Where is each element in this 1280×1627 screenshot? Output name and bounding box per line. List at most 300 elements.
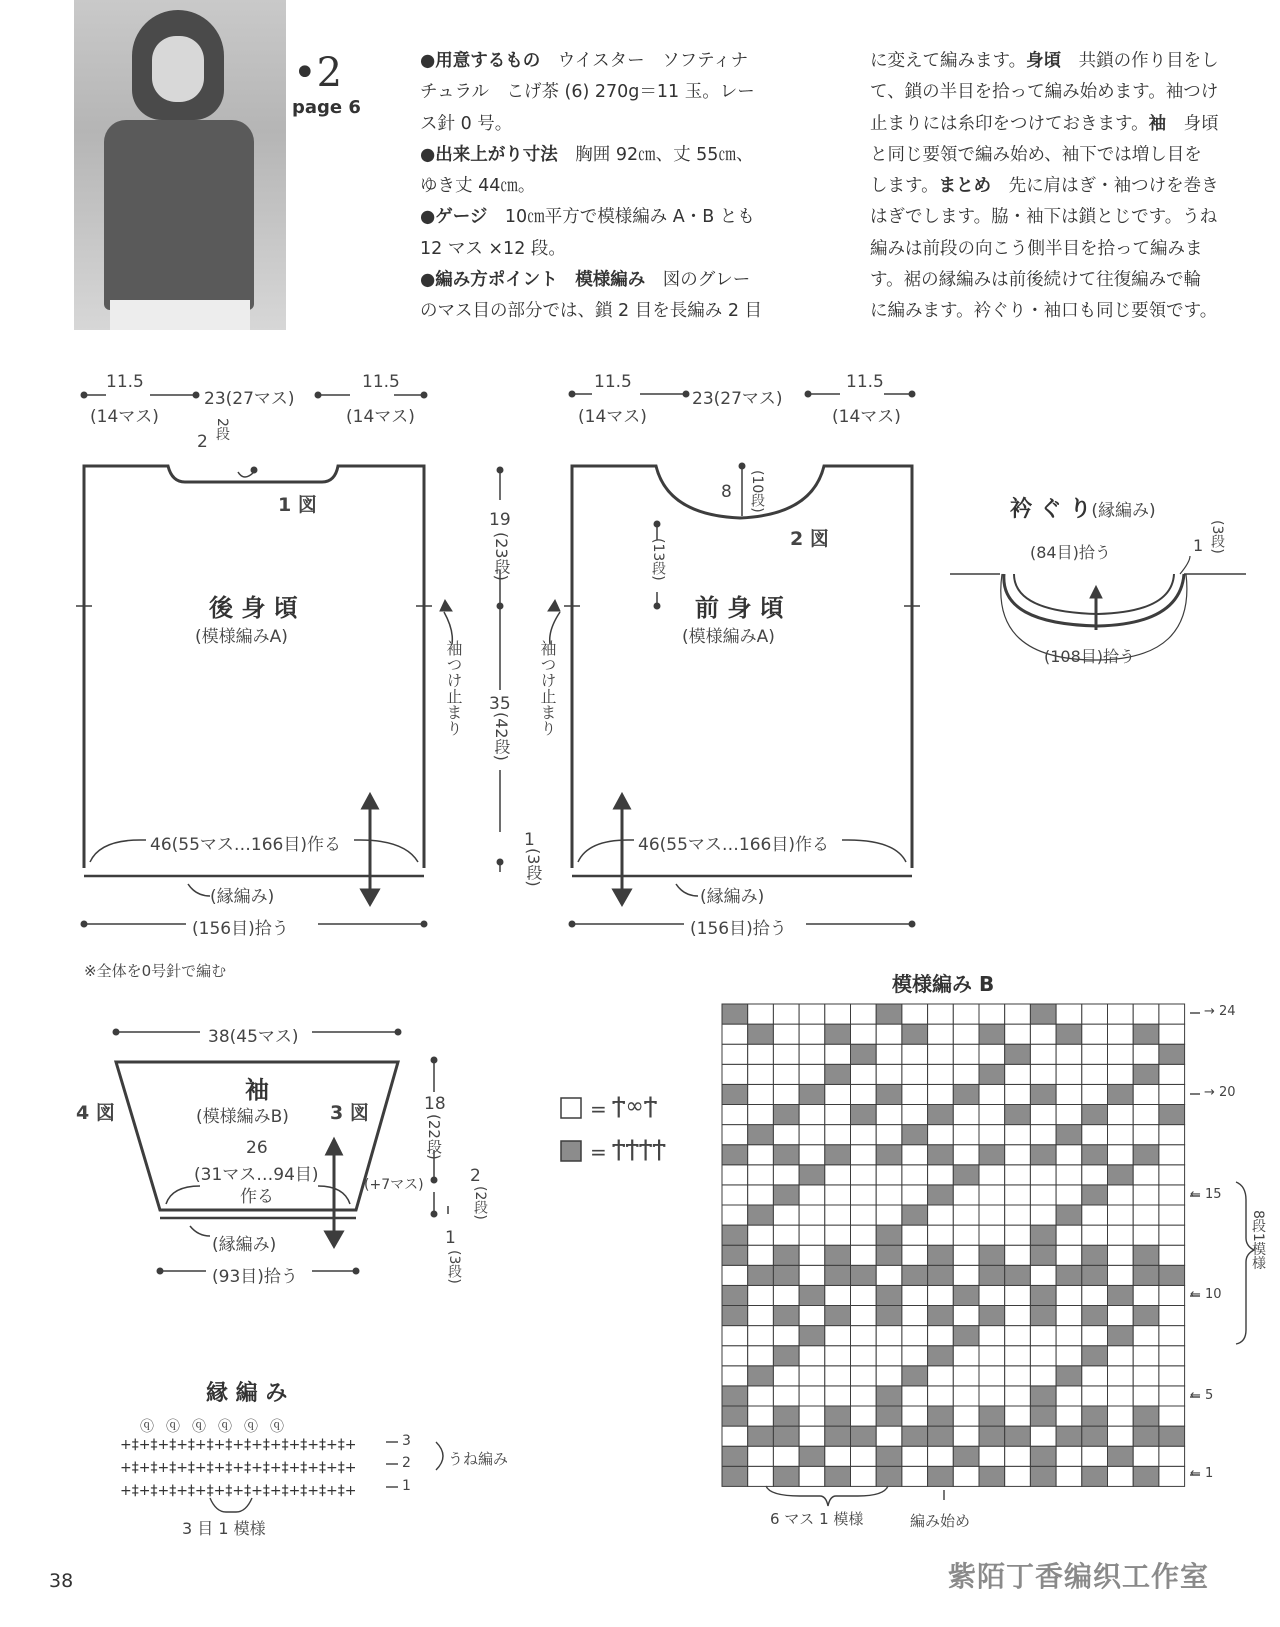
pattern-b-cell bbox=[876, 1165, 902, 1185]
pattern-b-cell bbox=[953, 1064, 979, 1084]
pattern-b-cell bbox=[722, 1064, 748, 1084]
pattern-b-cell bbox=[1133, 1285, 1159, 1305]
pattern-b-cell bbox=[979, 1084, 1005, 1104]
neckline-title: 衿 ぐ り(縁編み) bbox=[1010, 497, 1156, 522]
pattern-b-cell bbox=[928, 1185, 954, 1205]
pattern-b-cell bbox=[953, 1044, 979, 1064]
pattern-b-cell bbox=[876, 1205, 902, 1225]
pattern-b-cell bbox=[902, 1466, 928, 1486]
pattern-b-cell bbox=[876, 1044, 902, 1064]
pattern-b-cell bbox=[953, 1084, 979, 1104]
back-neck-depth: 2 bbox=[197, 432, 208, 452]
pattern-b-cell bbox=[1030, 1125, 1056, 1145]
pattern-b-cell bbox=[851, 1245, 877, 1265]
pattern-b-cell bbox=[902, 1245, 928, 1265]
pattern-b-cell bbox=[1056, 1366, 1082, 1386]
pattern-b-cell bbox=[748, 1185, 774, 1205]
pattern-b-cell bbox=[722, 1265, 748, 1285]
pattern-b-cell bbox=[748, 1145, 774, 1165]
pattern-b-cell bbox=[1030, 1145, 1056, 1165]
watermark: 紫陌丁香编织工作室 bbox=[948, 1560, 1210, 1593]
back-dim-left: 11.5 bbox=[106, 372, 144, 392]
pattern-b-cell bbox=[902, 1185, 928, 1205]
right-line-5: します。まとめ 先に肩はぎ・袖つけを巻き bbox=[870, 176, 1219, 197]
pattern-b-cell bbox=[851, 1466, 877, 1486]
front-title: 前 身 頃 bbox=[695, 594, 784, 622]
pattern-b-cell bbox=[1030, 1265, 1056, 1285]
pattern-b-cell bbox=[722, 1446, 748, 1466]
pattern-b-cell bbox=[1159, 1426, 1185, 1446]
neckline-rows: 1 bbox=[1193, 536, 1204, 555]
pattern-b-cell bbox=[928, 1366, 954, 1386]
pattern-b-cell bbox=[1159, 1044, 1185, 1064]
pattern-b-cell bbox=[1133, 1205, 1159, 1225]
pattern-b-vertical-repeat: 8段1模様 bbox=[1250, 1210, 1266, 1270]
pattern-b-cell bbox=[773, 1205, 799, 1225]
back-dim-right: 11.5 bbox=[362, 372, 400, 392]
pattern-b-cell bbox=[1159, 1165, 1185, 1185]
pattern-b-cell bbox=[1005, 1265, 1031, 1285]
points: ●編み方ポイント 模様編み 図のグレー bbox=[420, 270, 751, 291]
pattern-b-cell bbox=[979, 1366, 1005, 1386]
pattern-b-cell bbox=[825, 1064, 851, 1084]
pattern-b-cell bbox=[902, 1105, 928, 1125]
pattern-b-cell bbox=[1005, 1366, 1031, 1386]
pattern-b-cell bbox=[1030, 1044, 1056, 1064]
pattern-b-cell bbox=[1108, 1024, 1134, 1044]
pattern-b-cell bbox=[1133, 1185, 1159, 1205]
pattern-b-cell bbox=[1159, 1024, 1185, 1044]
pattern-b-cell bbox=[928, 1225, 954, 1245]
pattern-b-cell bbox=[1056, 1326, 1082, 1346]
pattern-b-cell bbox=[1030, 1004, 1056, 1024]
pattern-b-cell bbox=[979, 1265, 1005, 1285]
pattern-b-cell bbox=[1056, 1044, 1082, 1064]
back-figure-number: 1 図 bbox=[278, 494, 317, 516]
pattern-b-cell bbox=[1005, 1446, 1031, 1466]
pattern-b-cell bbox=[851, 1105, 877, 1125]
pattern-b-cell bbox=[799, 1084, 825, 1104]
pattern-b-cell bbox=[1159, 1004, 1185, 1024]
pattern-b-cell bbox=[1005, 1466, 1031, 1486]
pattern-b-cell bbox=[1030, 1326, 1056, 1346]
pattern-b-cell bbox=[979, 1306, 1005, 1326]
pattern-b-cell bbox=[825, 1326, 851, 1346]
legend-filled-box bbox=[561, 1141, 581, 1161]
pattern-b-cell bbox=[799, 1446, 825, 1466]
pattern-b-cell bbox=[722, 1004, 748, 1024]
pattern-b-cell bbox=[773, 1386, 799, 1406]
pattern-b-cell bbox=[1082, 1406, 1108, 1426]
pattern-b-cell bbox=[748, 1205, 774, 1225]
pattern-b-cell bbox=[902, 1366, 928, 1386]
pattern-b-cell bbox=[902, 1406, 928, 1426]
pattern-b-cell bbox=[876, 1225, 902, 1245]
pattern-b-cell bbox=[1005, 1185, 1031, 1205]
pattern-b-cell bbox=[799, 1225, 825, 1245]
pattern-b-cell bbox=[953, 1426, 979, 1446]
sleeve-height-rows: (22段) bbox=[425, 1114, 443, 1160]
pattern-b-cell bbox=[851, 1064, 877, 1084]
pattern-b-cell bbox=[1056, 1165, 1082, 1185]
pattern-b-cell bbox=[1005, 1245, 1031, 1265]
pattern-b-cell bbox=[1159, 1326, 1185, 1346]
pattern-b-cell bbox=[902, 1285, 928, 1305]
pattern-b-cell bbox=[902, 1145, 928, 1165]
pattern-b-cell bbox=[953, 1145, 979, 1165]
pattern-b-cell bbox=[928, 1285, 954, 1305]
front-dim-left: 11.5 bbox=[594, 372, 632, 392]
pattern-b-cell bbox=[799, 1004, 825, 1024]
pattern-b-cell bbox=[1005, 1125, 1031, 1145]
pattern-b-cell bbox=[773, 1145, 799, 1165]
pattern-b-chart bbox=[722, 1004, 1185, 1486]
pattern-b-cell bbox=[1133, 1165, 1159, 1185]
back-dim-left-sub: (14マス) bbox=[90, 407, 159, 427]
pattern-b-cell bbox=[979, 1285, 1005, 1305]
pattern-b-cell bbox=[1082, 1205, 1108, 1225]
pattern-b-cell bbox=[1159, 1346, 1185, 1366]
front-dim-mid: 23(27マス) bbox=[692, 389, 783, 409]
pattern-b-cell bbox=[979, 1165, 1005, 1185]
pattern-b-cell bbox=[748, 1245, 774, 1265]
pattern-b-cell bbox=[928, 1084, 954, 1104]
pattern-b-cell bbox=[799, 1145, 825, 1165]
pattern-b-start: 編み始め bbox=[910, 1512, 971, 1530]
vdim-19: 19 bbox=[489, 510, 511, 530]
front-rows-13: (13段) bbox=[650, 538, 666, 581]
pattern-b-cell bbox=[876, 1064, 902, 1084]
finished-size: ●出来上がり寸法 胸囲 92㎝、丈 55㎝、 bbox=[420, 144, 754, 165]
front-subtitle: (模様編みA) bbox=[682, 627, 775, 647]
pattern-b-cell bbox=[1108, 1004, 1134, 1024]
pattern-b-cell bbox=[1005, 1426, 1031, 1446]
pattern-b-cell bbox=[902, 1265, 928, 1285]
pattern-b-cell bbox=[1159, 1285, 1185, 1305]
pattern-b-cell bbox=[1056, 1004, 1082, 1024]
pattern-b-cell bbox=[876, 1446, 902, 1466]
pattern-b-cell bbox=[1030, 1245, 1056, 1265]
pattern-b-cell bbox=[979, 1205, 1005, 1225]
pattern-b-cell bbox=[1082, 1326, 1108, 1346]
row-label-20: → 20 bbox=[1204, 1085, 1236, 1100]
gauge-2: 12 マス ×12 段。 bbox=[420, 238, 566, 259]
pattern-b-cell bbox=[1030, 1105, 1056, 1125]
pattern-b-cell bbox=[851, 1125, 877, 1145]
pattern-b-cell bbox=[928, 1205, 954, 1225]
pattern-b-cell bbox=[851, 1285, 877, 1305]
pattern-b-cell bbox=[1056, 1346, 1082, 1366]
pattern-b-cell bbox=[928, 1326, 954, 1346]
pattern-b-cell bbox=[851, 1406, 877, 1426]
pattern-b-cell bbox=[1159, 1205, 1185, 1225]
pattern-b-cell bbox=[979, 1105, 1005, 1125]
pattern-b-cell bbox=[1108, 1245, 1134, 1265]
pattern-b-cell bbox=[799, 1044, 825, 1064]
pattern-b-cell bbox=[953, 1326, 979, 1346]
pattern-b-cell bbox=[722, 1426, 748, 1446]
pattern-b-cell bbox=[851, 1225, 877, 1245]
row-label-5: ← 5 bbox=[1190, 1388, 1214, 1403]
pattern-b-cell bbox=[851, 1426, 877, 1446]
pattern-b-cell bbox=[851, 1145, 877, 1165]
pattern-b-cell bbox=[876, 1426, 902, 1446]
edge-row-3: 3 bbox=[402, 1433, 411, 1449]
pattern-b-cell bbox=[876, 1326, 902, 1346]
pattern-b-cell bbox=[851, 1326, 877, 1346]
pattern-b-cell bbox=[1082, 1125, 1108, 1145]
pattern-b-cell bbox=[1133, 1225, 1159, 1245]
pattern-b-cell bbox=[1159, 1084, 1185, 1104]
pattern-b-cell bbox=[1005, 1326, 1031, 1346]
pattern-b-cell bbox=[825, 1245, 851, 1265]
vdim-1: 1 bbox=[524, 830, 535, 850]
pattern-b-cell bbox=[851, 1024, 877, 1044]
pattern-b-cell bbox=[825, 1125, 851, 1145]
pattern-b-cell bbox=[953, 1185, 979, 1205]
right-line-1: に変えて編みます。身頃 共鎖の作り目をし bbox=[870, 51, 1219, 71]
edge-row-2: 2 bbox=[402, 1455, 411, 1471]
right-line-2: て、鎖の半目を拾って編み始めます。袖つけ bbox=[870, 82, 1219, 103]
front-dim-right: 11.5 bbox=[846, 372, 884, 392]
pattern-b-cell bbox=[851, 1205, 877, 1225]
pattern-b-cell bbox=[1056, 1426, 1082, 1446]
pattern-b-cell bbox=[748, 1285, 774, 1305]
pattern-b-cell bbox=[876, 1466, 902, 1486]
pattern-b-cell bbox=[825, 1084, 851, 1104]
pattern-b-cell bbox=[953, 1245, 979, 1265]
pattern-b-cell bbox=[979, 1446, 1005, 1466]
pattern-b-cell bbox=[799, 1125, 825, 1145]
pattern-b-cell bbox=[979, 1125, 1005, 1145]
legend-eq-2: = bbox=[590, 1140, 607, 1164]
pattern-b-cell bbox=[876, 1306, 902, 1326]
pattern-b-cell bbox=[1108, 1084, 1134, 1104]
pattern-b-cell bbox=[825, 1446, 851, 1466]
sleeve-height: 18 bbox=[424, 1094, 446, 1114]
pattern-b-cell bbox=[902, 1225, 928, 1245]
pattern-b-cell bbox=[851, 1165, 877, 1185]
pattern-b-horizontal-repeat: 6 マス 1 模様 bbox=[770, 1510, 864, 1528]
pattern-b-cell bbox=[953, 1386, 979, 1406]
pattern-b-cell bbox=[1005, 1044, 1031, 1064]
pattern-b-cell bbox=[1005, 1205, 1031, 1225]
pattern-b-cell bbox=[1056, 1386, 1082, 1406]
pattern-b-cell bbox=[979, 1024, 1005, 1044]
pattern-b-cell bbox=[902, 1446, 928, 1466]
pattern-b-cell bbox=[1133, 1265, 1159, 1285]
pattern-b-cell bbox=[928, 1466, 954, 1486]
pattern-b-cell bbox=[1030, 1165, 1056, 1185]
pattern-b-cell bbox=[1056, 1205, 1082, 1225]
pattern-b-cell bbox=[1159, 1125, 1185, 1145]
pattern-b-cell bbox=[1159, 1105, 1185, 1125]
pattern-b-cell bbox=[902, 1044, 928, 1064]
pattern-b-cell bbox=[722, 1366, 748, 1386]
pattern-b-cell bbox=[1133, 1064, 1159, 1084]
pattern-b-cell bbox=[979, 1466, 1005, 1486]
pattern-b-cell bbox=[799, 1024, 825, 1044]
pattern-b-cell bbox=[876, 1024, 902, 1044]
pattern-b-cell bbox=[953, 1306, 979, 1326]
pattern-b-cell bbox=[799, 1105, 825, 1125]
pattern-b-cell bbox=[1030, 1346, 1056, 1366]
pattern-b-cell bbox=[773, 1265, 799, 1285]
pattern-b-cell bbox=[825, 1004, 851, 1024]
pattern-b-cell bbox=[722, 1245, 748, 1265]
page-number: 38 bbox=[49, 1570, 74, 1592]
front-dim-left-sub: (14マス) bbox=[578, 407, 647, 427]
pattern-b-cell bbox=[825, 1185, 851, 1205]
pattern-b-cell bbox=[1056, 1084, 1082, 1104]
back-title: 後 身 頃 bbox=[209, 594, 298, 622]
finished-size-2: ゆき丈 44㎝。 bbox=[420, 176, 536, 197]
pattern-b-cell bbox=[928, 1406, 954, 1426]
pattern-b-cell bbox=[799, 1346, 825, 1366]
pattern-b-cell bbox=[748, 1165, 774, 1185]
pattern-b-cell bbox=[851, 1265, 877, 1285]
pattern-b-cell bbox=[773, 1064, 799, 1084]
pattern-b-cell bbox=[1108, 1346, 1134, 1366]
pattern-b-cell bbox=[1133, 1084, 1159, 1104]
pattern-b-cell bbox=[902, 1346, 928, 1366]
pattern-b-cell bbox=[773, 1346, 799, 1366]
pattern-b-cell bbox=[1082, 1426, 1108, 1446]
pattern-b-cell bbox=[1108, 1044, 1134, 1064]
pattern-b-cell bbox=[1108, 1165, 1134, 1185]
pattern-b-cell bbox=[799, 1466, 825, 1486]
pattern-b-cell bbox=[748, 1105, 774, 1125]
pattern-b-cell bbox=[799, 1426, 825, 1446]
pattern-b-cell bbox=[851, 1084, 877, 1104]
pattern-b-cell bbox=[851, 1346, 877, 1366]
pattern-b-cell bbox=[722, 1466, 748, 1486]
pattern-b-cell bbox=[928, 1125, 954, 1145]
pattern-b-cell bbox=[1108, 1326, 1134, 1346]
pattern-b-cell bbox=[773, 1326, 799, 1346]
pattern-b-cell bbox=[1056, 1245, 1082, 1265]
pattern-b-cell bbox=[979, 1406, 1005, 1426]
pattern-b-cell bbox=[825, 1346, 851, 1366]
pattern-b-cell bbox=[876, 1105, 902, 1125]
pattern-b-cell bbox=[876, 1285, 902, 1305]
pattern-b-cell bbox=[1082, 1105, 1108, 1125]
pattern-b-cell bbox=[1108, 1125, 1134, 1145]
pattern-b-cell bbox=[1159, 1265, 1185, 1285]
pattern-b-cell bbox=[928, 1004, 954, 1024]
pattern-b-cell bbox=[953, 1265, 979, 1285]
pattern-b-cell bbox=[799, 1165, 825, 1185]
legend-open-box bbox=[561, 1098, 581, 1118]
pattern-b-cell bbox=[1133, 1346, 1159, 1366]
pattern-b-cell bbox=[851, 1386, 877, 1406]
pattern-b-cell bbox=[953, 1346, 979, 1366]
pattern-b-cell bbox=[979, 1386, 1005, 1406]
pattern-b-cell bbox=[773, 1125, 799, 1145]
pattern-b-cell bbox=[799, 1306, 825, 1326]
pattern-b-cell bbox=[1108, 1366, 1134, 1386]
pattern-b-cell bbox=[1108, 1446, 1134, 1466]
pattern-b-cell bbox=[876, 1004, 902, 1024]
pattern-b-cell bbox=[773, 1225, 799, 1245]
pattern-b-cell bbox=[825, 1105, 851, 1125]
pattern-b-cell bbox=[953, 1406, 979, 1426]
pattern-b-cell bbox=[1108, 1466, 1134, 1486]
pattern-b-cell bbox=[1159, 1245, 1185, 1265]
pattern-b-cell bbox=[953, 1125, 979, 1145]
pattern-b-cell bbox=[722, 1306, 748, 1326]
sleeve-width-sub: (31マス…94目) bbox=[194, 1165, 319, 1185]
pattern-b-cell bbox=[979, 1145, 1005, 1165]
pattern-b-cell bbox=[851, 1446, 877, 1466]
pattern-b-cell bbox=[825, 1205, 851, 1225]
sleeve-pickup: (93目)拾う bbox=[212, 1267, 298, 1287]
pattern-b-cell bbox=[876, 1145, 902, 1165]
points-2: のマス目の部分では、鎖 2 目を長編み 2 目 bbox=[420, 301, 763, 322]
back-subtitle: (模様編みA) bbox=[195, 627, 288, 647]
pattern-b-cell bbox=[928, 1145, 954, 1165]
front-pickup: (156目)拾う bbox=[690, 919, 787, 939]
pattern-b-cell bbox=[1108, 1265, 1134, 1285]
pattern-b-cell bbox=[953, 1024, 979, 1044]
pattern-b-cell bbox=[1133, 1125, 1159, 1145]
pattern-b-cell bbox=[1108, 1145, 1134, 1165]
pattern-b-cell bbox=[953, 1105, 979, 1125]
pattern-b-cell bbox=[1082, 1225, 1108, 1245]
pattern-b-cell bbox=[1082, 1044, 1108, 1064]
pattern-b-cell bbox=[825, 1366, 851, 1386]
pattern-b-cell bbox=[825, 1406, 851, 1426]
pattern-b-cell bbox=[902, 1064, 928, 1084]
pattern-b-cell bbox=[1159, 1185, 1185, 1205]
pattern-b-cell bbox=[1056, 1446, 1082, 1466]
pattern-b-cell bbox=[1005, 1406, 1031, 1426]
pattern-b-cell bbox=[1082, 1245, 1108, 1265]
pattern-b-cell bbox=[902, 1306, 928, 1326]
pattern-b-cell bbox=[799, 1285, 825, 1305]
pattern-b-cell bbox=[1030, 1466, 1056, 1486]
pattern-b-cell bbox=[748, 1346, 774, 1366]
pattern-b-cell bbox=[928, 1024, 954, 1044]
neckline-pick-108: (108目)拾う bbox=[1044, 647, 1136, 666]
pattern-b-cell bbox=[1133, 1406, 1159, 1426]
back-cast-on: 46(55マス…166目)作る bbox=[150, 835, 341, 855]
pattern-b-cell bbox=[928, 1306, 954, 1326]
neckline-pick-84: (84目)拾う bbox=[1030, 543, 1111, 562]
pattern-b-cell bbox=[1056, 1285, 1082, 1305]
sleeve-border: (縁編み) bbox=[212, 1235, 277, 1255]
pattern-b-cell bbox=[1082, 1004, 1108, 1024]
right-line-7: 編みは前段の向こう側半目を拾って編みま bbox=[870, 238, 1203, 259]
pattern-b-cell bbox=[748, 1084, 774, 1104]
vdim-1-rows: (3段) bbox=[524, 848, 543, 887]
pattern-b-cell bbox=[953, 1285, 979, 1305]
pattern-b-cell bbox=[799, 1326, 825, 1346]
pattern-b-cell bbox=[799, 1406, 825, 1426]
pattern-b-cell bbox=[748, 1265, 774, 1285]
pattern-b-cell bbox=[1133, 1306, 1159, 1326]
pattern-b-cell bbox=[1005, 1145, 1031, 1165]
page-ref: page 6 bbox=[292, 97, 361, 118]
pattern-b-cell bbox=[1133, 1145, 1159, 1165]
pattern-b-cell bbox=[799, 1185, 825, 1205]
pattern-b-cell bbox=[1082, 1446, 1108, 1466]
pattern-b-cell bbox=[1082, 1366, 1108, 1386]
pattern-b-cell bbox=[825, 1145, 851, 1165]
pattern-b-cell bbox=[825, 1386, 851, 1406]
pattern-b-cell bbox=[1056, 1105, 1082, 1125]
back-armhole-mark: 袖つけ止まり bbox=[444, 640, 463, 736]
